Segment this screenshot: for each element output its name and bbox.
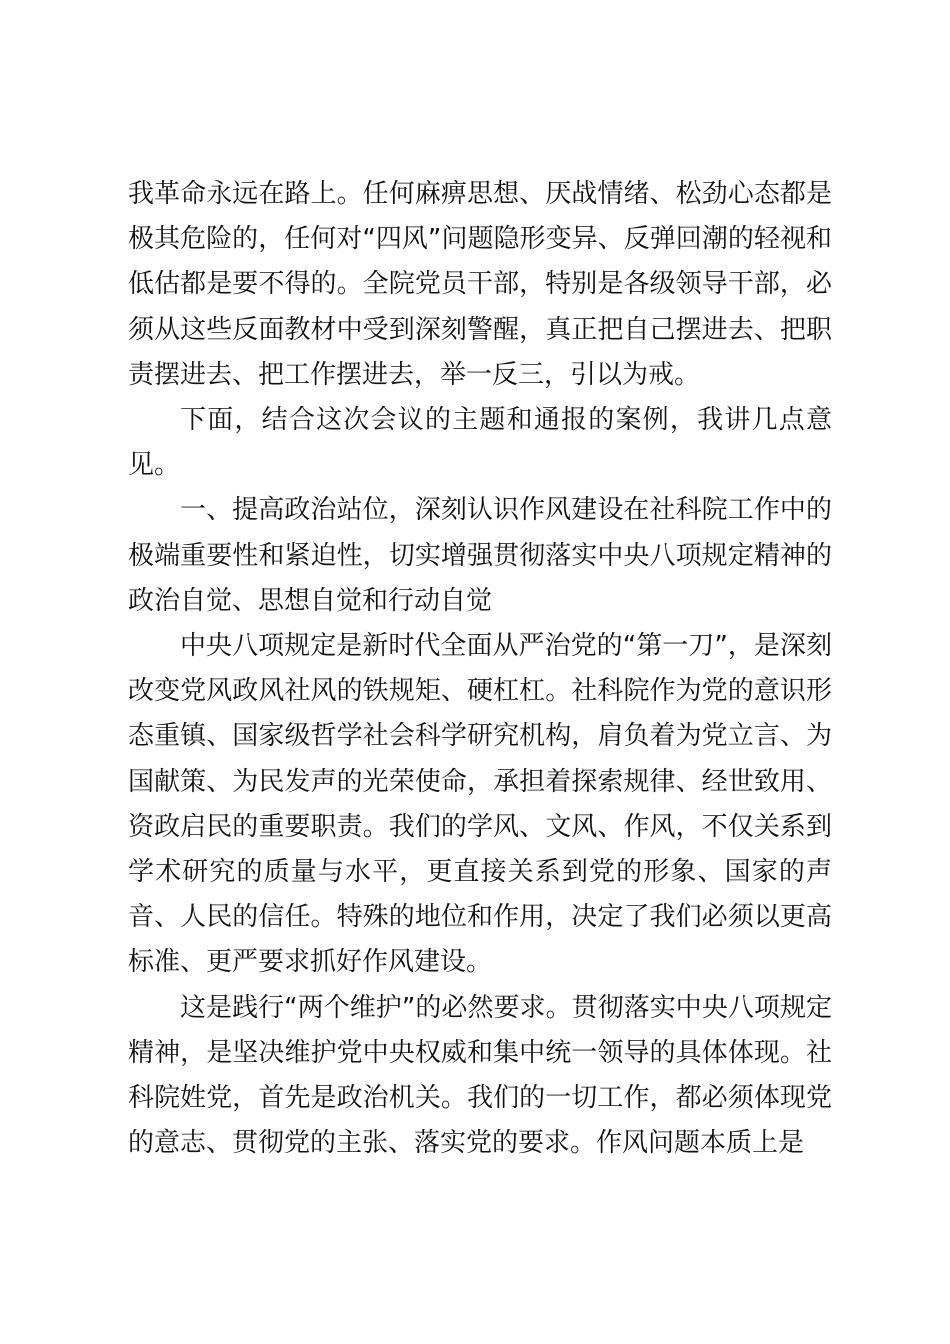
- paragraph-eight-rules: 中央八项规定是新时代全面从严治党的“第一刀”，是深刻改变党风政风社风的铁规矩、硬杠杠。社科院作为党的意识形态重镇、国家级哲学社会科学研究机构，肩负着为党立言、为国献策、为民发声的光荣使命，承担着探索规律、经世致用、资政启民的重要职责。我们的学风、文风、作风，不仅关系到学术研究的质量与水平，更直接关系到党的形象、国家的声音、人民的信任。特殊的地位和作用，决定了我们必须以更高标准、更严要求抓好作风建设。: [128, 631, 832, 978]
- paragraph-continued: 我革命永远在路上。任何麻痹思想、厌战情绪、松劲心态都是极其危险的，任何对“四风”问题隐形变异、反弹回潮的轻视和低估都是要不得的。全院党员干部，特别是各级领导干部，必须从这些反面教材中受到深刻警醒，真正把自己摆进去、把职责摆进去、把工作摆进去，举一反三，引以为戒。: [128, 179, 832, 390]
- paragraph-intro: 下面，结合这次会议的主题和通报的案例，我讲几点意见。: [128, 405, 832, 481]
- document-body: [128, 172, 832, 1166]
- paragraph-two-safeguards: 这是践行“两个维护”的必然要求。贯彻落实中央八项规定精神，是坚决维护党中央权威和集中统一领导的具体体现。社科院姓党，首先是政治机关。我们的一切工作，都必须体现党的意志、贯彻党的主张、落实党的要求。作风问题本质上是: [128, 992, 832, 1159]
- section-heading-1: 一、提高政治站位，深刻认识作风建设在社科院工作中的极端重要性和紧迫性，切实增强贯彻落实中央八项规定精神的政治自觉、思想自觉和行动自觉: [128, 495, 832, 616]
